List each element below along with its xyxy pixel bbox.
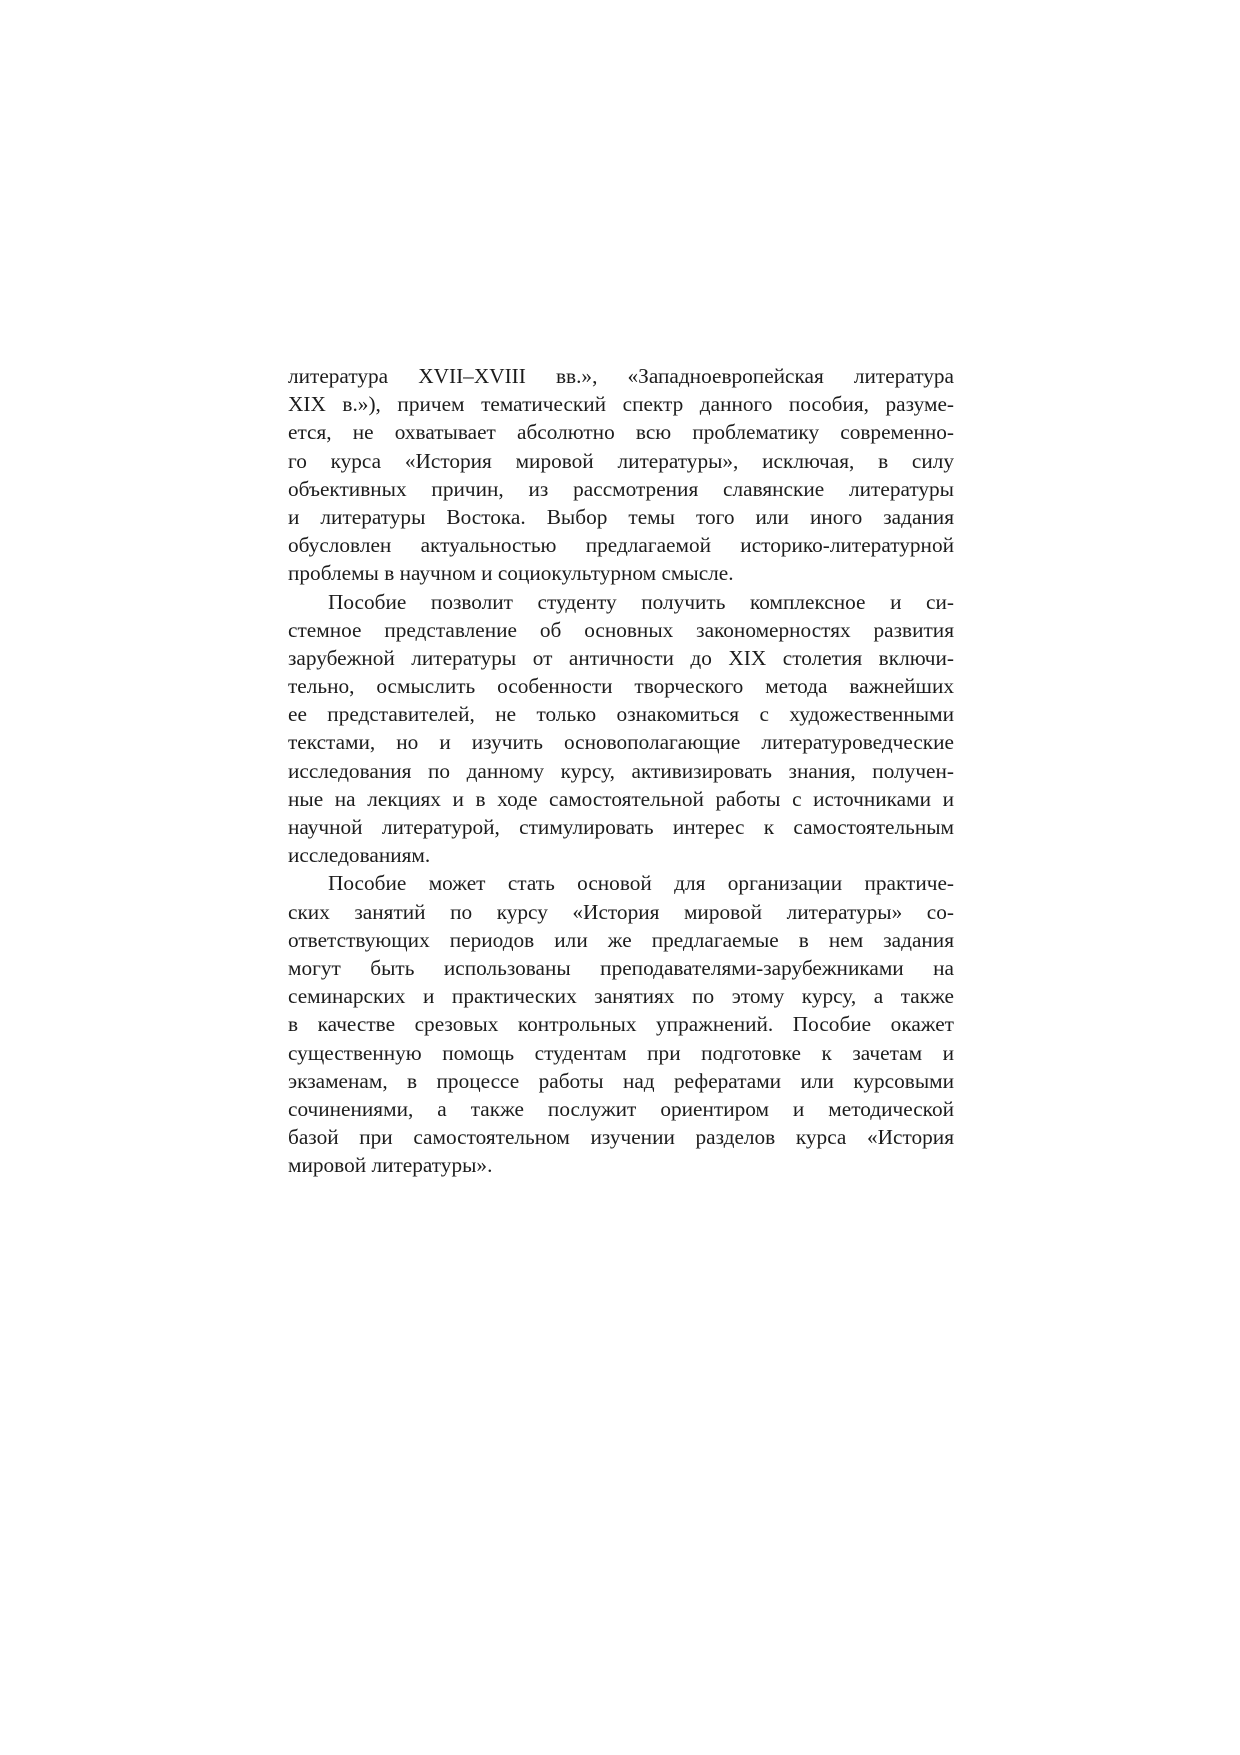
- text-line: ее представителей, не только ознакомиться с художественными: [288, 702, 954, 727]
- text-line: мировой литературы».: [288, 1153, 493, 1178]
- text-line: ные на лекциях и в ходе самостоятельной работы с источниками и: [288, 786, 954, 811]
- text-line: объективных причин, из рассмотрения славянские литературы: [288, 476, 954, 501]
- text-line: XIX в.»), причем тематический спектр данного пособия, разуме-: [288, 392, 954, 417]
- text-line: семинарских и практических занятиях по этому курсу, а также: [288, 984, 954, 1009]
- text-line: проблемы в научном и социокультурном смысле.: [288, 561, 734, 586]
- text-line: ответствующих периодов или же предлагаемые в нем задания: [288, 927, 954, 952]
- text-line: сочинениями, а также послужит ориентиром и методической: [288, 1096, 954, 1121]
- text-line: базой при самостоятельном изучении разделов курса «История: [288, 1125, 954, 1150]
- text-line: стемное представление об основных закономерностях развития: [288, 617, 954, 642]
- text-line: зарубежной литературы от античности до XIX столетия включи-: [288, 645, 954, 670]
- text-line: го курса «История мировой литературы», исключая, в силу: [288, 448, 954, 473]
- body-text: [288, 362, 954, 1179]
- text-line: исследования по данному курсу, активизировать знания, получен-: [288, 758, 954, 783]
- paragraph-first-line: Пособие может стать основой для организации практиче-: [328, 871, 954, 896]
- text-line: тельно, осмыслить особенности творческого метода важнейших: [288, 674, 954, 699]
- text-line: литература XVII–XVIII вв.», «Западноевропейская литература: [288, 364, 954, 388]
- text-line: ских занятий по курсу «История мировой литературы» со-: [288, 899, 954, 924]
- text-line: и литературы Востока. Выбор темы того или иного задания: [288, 504, 954, 529]
- text-line: ется, не охватывает абсолютно всю проблематику современно-: [288, 420, 954, 445]
- text-line: обусловлен актуальностью предлагаемой историко-литературной: [288, 533, 954, 558]
- text-line: могут быть использованы преподавателями-зарубежниками на: [288, 955, 954, 980]
- paragraph-first-line: Пособие позволит студенту получить комплексное и си-: [328, 589, 954, 614]
- text-line: в качестве срезовых контрольных упражнений. Пособие окажет: [288, 1012, 954, 1037]
- text-line: исследованиям.: [288, 843, 431, 868]
- text-line: экзаменам, в процессе работы над рефератами или курсовыми: [288, 1068, 954, 1093]
- text-line: существенную помощь студентам при подготовке к зачетам и: [288, 1040, 954, 1065]
- text-line: научной литературой, стимулировать интерес к самостоятельным: [288, 815, 954, 839]
- text-line: текстами, но и изучить основополагающие литературоведческие: [288, 730, 954, 755]
